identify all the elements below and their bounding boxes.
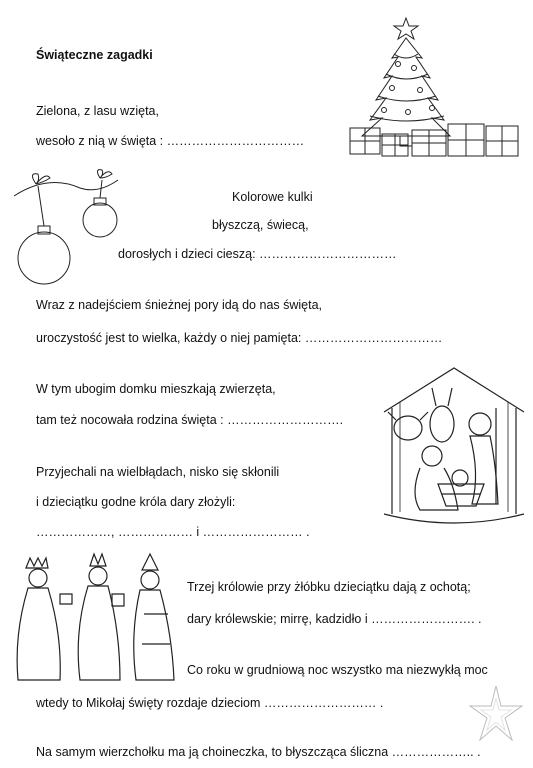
riddle-5-line-2: i dzieciątku godne króla dary złożyli:	[36, 495, 236, 509]
page-title: Świąteczne zagadki	[36, 48, 153, 62]
riddle-5-line-3: ………………, ……………… i …………………… .	[36, 525, 310, 539]
riddle-8-line-1: Na samym wierzchołku ma ją choineczka, to błyszcząca śliczna ……………….. .	[36, 745, 481, 759]
riddle-4-line-2: tam też nocowała rodzina święta : ……………………….	[36, 413, 344, 427]
star-icon	[468, 684, 524, 744]
christmas-tree-icon	[348, 14, 520, 158]
riddle-2-line-3: dorosłych i dzieci cieszą: ……………………………	[118, 247, 397, 261]
riddle-6-line-1: Trzej królowie przy żłóbku dzieciątku dają z ochotą;	[187, 580, 471, 594]
riddle-2-line-1: Kolorowe kulki	[232, 190, 313, 204]
riddle-5-line-1: Przyjechali na wielbłądach, nisko się skłonili	[36, 465, 280, 479]
riddle-3-line-2: uroczystość jest to wielka, każdy o niej pamięta: ……………………………	[36, 331, 443, 345]
ornaments-icon	[8, 164, 128, 286]
riddle-2-line-2: błyszczą, świecą,	[212, 218, 309, 232]
riddle-6-line-2: dary królewskie; mirrę, kadzidło i ……………………. .	[187, 612, 482, 626]
three-kings-icon	[8, 554, 180, 684]
riddle-7-line-1: Co roku w grudniową noc wszystko ma niezwykłą moc	[187, 663, 488, 677]
riddle-7-line-2: wtedy to Mikołaj święty rozdaje dzieciom ……………………… .	[36, 696, 384, 710]
riddle-1-line-1: Zielona, z lasu wzięta,	[36, 104, 159, 118]
riddle-4-line-1: W tym ubogim domku mieszkają zwierzęta,	[36, 382, 276, 396]
riddle-1-line-2: wesoło z nią w święta : ……………………………	[36, 134, 305, 148]
riddle-3-line-1: Wraz z nadejściem śnieżnej pory idą do nas święta,	[36, 298, 323, 312]
nativity-icon	[380, 364, 528, 528]
